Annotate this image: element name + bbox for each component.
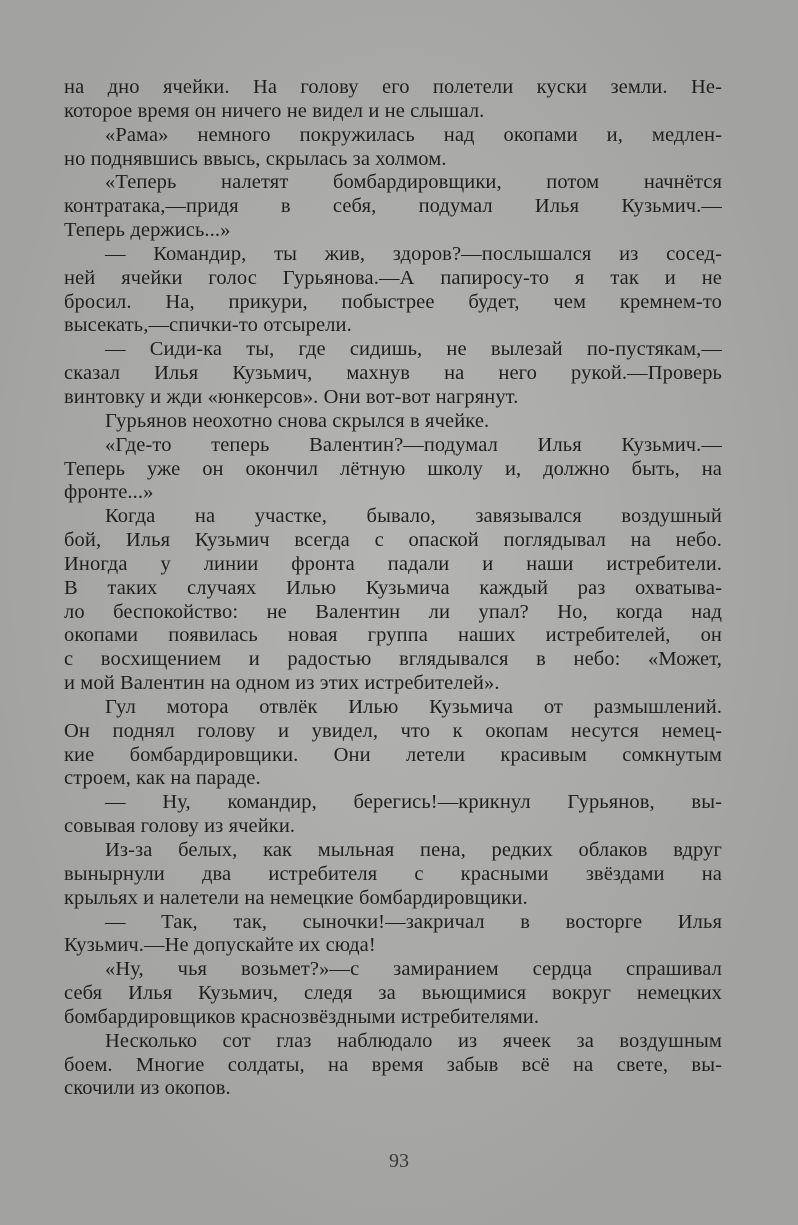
text-line: винтовку и жди «юнкерсов». Они вот-вот нагрянут. — [64, 385, 519, 408]
text-line: — Ну, командир, берегись!—крикнул Гурьянов, вы- — [105, 791, 722, 814]
text-line: высекать,—спички-то отсырели. — [64, 314, 352, 337]
text-line: себя Илья Кузьмич, следя за вьющимися вокруг немецких — [64, 982, 722, 1005]
text-line: — Так, так, сыночки!—закричал в восторге Илья — [105, 910, 722, 933]
text-line: фронте...» — [64, 481, 154, 504]
text-line: кие бомбардировщики. Они летели красивым сомкнутым — [64, 743, 722, 766]
text-line: на дно ячейки. На голову его полетели куски земли. Не- — [64, 76, 722, 98]
text-line: Гурьянов неохотно снова скрылся в ячейке. — [105, 409, 490, 432]
text-line: «Теперь налетят бомбардировщики, потом начнётся — [105, 171, 722, 194]
text-line: бомбардировщиков краснозвёздными истребителями. — [64, 1005, 540, 1028]
text-line: скочили из окопов. — [64, 1077, 231, 1100]
body-text — [64, 76, 722, 1101]
text-line: ней ячейки голос Гурьянова.—А папиросу-то я так и не — [64, 266, 722, 289]
text-line: строем, как на параде. — [64, 767, 261, 790]
text-line: контратака,—придя в себя, подумал Илья Кузьмич.— — [64, 195, 722, 218]
text-line: Иногда у линии фронта падали и наши истребители. — [64, 552, 722, 575]
text-line: вынырнули два истребителя с красными звёздами на — [64, 862, 722, 885]
text-line: Гул мотора отвлёк Илью Кузьмича от размышлений. — [105, 695, 722, 718]
text-line: — Сиди-ка ты, где сидишь, не вылезай по-пустякам,— — [105, 338, 722, 361]
text-line: Из-за белых, как мыльная пена, редких облаков вдруг — [105, 839, 722, 861]
text-line: сказал Илья Кузьмич, махнув на него рукой.—Проверь — [64, 362, 722, 385]
text-line: — Командир, ты жив, здоров?—послышался из сосед- — [105, 242, 722, 265]
text-line: и мой Валентин на одном из этих истребителей». — [64, 672, 500, 695]
text-line: Несколько сот глаз наблюдало из ячеек за воздушным — [105, 1029, 722, 1052]
text-line: крыльях и налетели на немецкие бомбардировщики. — [64, 886, 528, 909]
text-line: которое время он ничего не видел и не слышал. — [64, 99, 485, 122]
text-line: Когда на участке, бывало, завязывался воздушный — [105, 505, 722, 528]
text-line: совывая голову из ячейки. — [64, 815, 296, 838]
text-line: окопами появилась новая группа наших истребителей, он — [64, 624, 722, 647]
text-line: бой, Илья Кузьмич всегда с опаской поглядывал на небо. — [64, 529, 722, 552]
text-line: боем. Многие солдаты, на время забыв всё на свете, вы- — [64, 1053, 722, 1076]
text-line: В таких случаях Илью Кузьмича каждый раз охватыва- — [64, 576, 722, 599]
text-line: Он поднял голову и увидел, что к окопам несутся немец- — [64, 719, 722, 742]
page-number: 93 — [389, 1150, 409, 1172]
text-line: «Ну, чья возьмет?»—с замиранием сердца спрашивал — [105, 958, 722, 981]
text-line: «Рама» немного покружилась над окопами и, медлен- — [105, 123, 722, 146]
text-line: Кузьмич.—Не допускайте их сюда! — [64, 934, 376, 957]
text-line: «Где-то теперь Валентин?—подумал Илья Кузьмич.— — [105, 433, 722, 456]
text-line: с восхищением и радостью вглядывался в небо: «Может, — [64, 648, 722, 671]
text-line: Теперь уже он окончил лётную школу и, должно быть, на — [64, 457, 722, 480]
text-line: Теперь держись...» — [64, 219, 231, 242]
text-line: но поднявшись ввысь, скрылась за холмом. — [64, 147, 447, 170]
text-line: ло беспокойство: не Валентин ли упал? Но, когда над — [64, 600, 722, 623]
text-line: бросил. На, прикури, побыстрее будет, чем кремнем-то — [64, 290, 722, 313]
